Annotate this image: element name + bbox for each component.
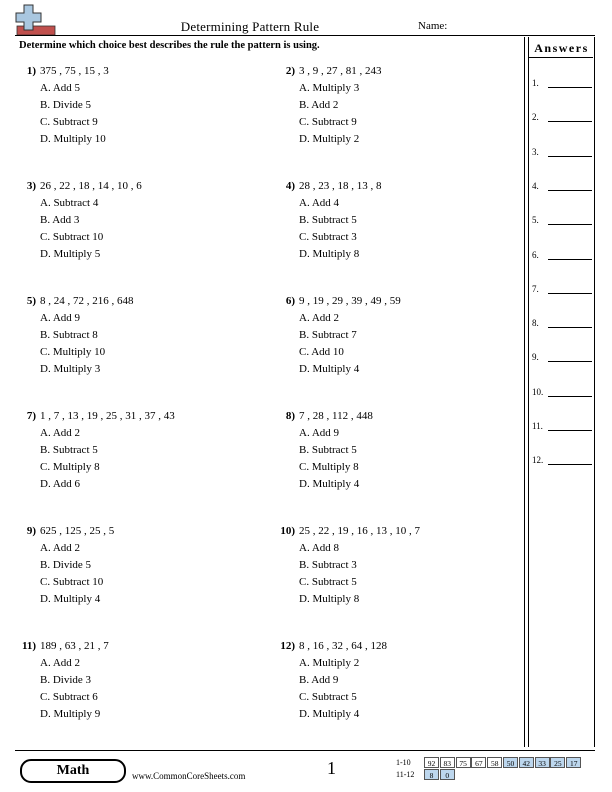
answer-number: 2. [532, 112, 539, 123]
choice-list [299, 655, 359, 723]
score-cell: 17 [566, 757, 581, 768]
problem-number: 3) [26, 180, 36, 192]
pattern-sequence: 7 , 28 , 112 , 448 [299, 410, 373, 422]
answer-blank[interactable] [548, 464, 592, 465]
choice-option[interactable]: B. Subtract 3 [299, 559, 357, 571]
answer-number: 12. [532, 455, 544, 466]
choice-option[interactable]: C. Subtract 10 [40, 576, 104, 588]
answer-number: 6. [532, 249, 539, 260]
choice-option[interactable]: B. Subtract 5 [299, 444, 357, 456]
pattern-sequence: 28 , 23 , 18 , 13 , 8 [299, 180, 382, 192]
subject-badge: Math [20, 759, 126, 783]
choice-option[interactable]: B. Subtract 7 [299, 329, 357, 341]
answer-blank[interactable] [548, 190, 592, 191]
score-cell: 83 [440, 757, 455, 768]
choice-option[interactable]: A. Add 9 [40, 312, 81, 324]
footer-divider [15, 750, 595, 751]
answer-blank[interactable] [548, 430, 592, 431]
pattern-sequence: 26 , 22 , 18 , 14 , 10 , 6 [40, 180, 142, 192]
choice-option[interactable]: A. Add 2 [299, 312, 340, 324]
choice-option[interactable]: D. Multiply 9 [40, 708, 101, 720]
choice-option[interactable]: C. Subtract 9 [299, 116, 357, 128]
site-url: www.CommonCoreSheets.com [132, 771, 246, 781]
choice-option[interactable]: C. Multiply 8 [40, 461, 100, 473]
answer-blank[interactable] [548, 224, 592, 225]
instructions: Determine which choice best describes the rule the pattern is using. [19, 40, 320, 51]
choice-list [299, 310, 359, 378]
problem-number: 12) [280, 640, 295, 652]
pattern-sequence: 375 , 75 , 15 , 3 [40, 65, 109, 77]
choice-option[interactable]: D. Multiply 2 [299, 133, 360, 145]
score-cell: 92 [424, 757, 439, 768]
choice-option[interactable]: D. Multiply 4 [299, 363, 360, 375]
choice-option[interactable]: D. Multiply 4 [40, 593, 101, 605]
choice-option[interactable]: A. Add 9 [299, 427, 340, 439]
score-cell: 25 [550, 757, 565, 768]
score-cell: 75 [456, 757, 471, 768]
problem-number: 5) [26, 295, 36, 307]
answers-title: Answers [534, 41, 589, 55]
problem-number: 11) [21, 640, 36, 652]
choice-option[interactable]: A. Add 4 [299, 197, 340, 209]
choice-list [40, 80, 106, 148]
choice-list [40, 540, 103, 608]
choice-option[interactable]: C. Subtract 6 [40, 691, 98, 703]
choice-option[interactable]: B. Divide 5 [40, 99, 92, 111]
choice-option[interactable]: A. Add 5 [40, 82, 81, 94]
choice-option[interactable]: D. Multiply 10 [40, 133, 106, 145]
name-label: Name: [418, 20, 448, 32]
choice-option[interactable]: B. Subtract 8 [40, 329, 98, 341]
choice-option[interactable]: D. Add 6 [40, 478, 81, 490]
choice-option[interactable]: C. Subtract 5 [299, 576, 357, 588]
choice-option[interactable]: D. Multiply 8 [299, 248, 360, 260]
answer-number: 10. [532, 386, 544, 397]
choice-option[interactable]: C. Subtract 5 [299, 691, 357, 703]
pattern-sequence: 25 , 22 , 19 , 16 , 13 , 10 , 7 [299, 525, 420, 537]
choice-option[interactable]: A. Multiply 3 [299, 82, 360, 94]
score-cell: 50 [503, 757, 518, 768]
choice-list [40, 425, 100, 493]
score-cell: 0 [440, 769, 455, 780]
choice-option[interactable]: B. Divide 3 [40, 674, 92, 686]
answer-blank[interactable] [548, 87, 592, 88]
score-cell: 42 [519, 757, 534, 768]
score-cell: 33 [535, 757, 550, 768]
answer-blank[interactable] [548, 327, 592, 328]
choice-list [40, 310, 105, 378]
choice-option[interactable]: C. Subtract 3 [299, 231, 357, 243]
problem-number: 1) [26, 65, 36, 77]
problem-number: 7) [26, 410, 36, 422]
choice-option[interactable]: A. Add 8 [299, 542, 340, 554]
score-row-label: 11-12 [396, 770, 415, 779]
choice-list [299, 80, 359, 148]
answer-number: 1. [532, 78, 539, 88]
choice-option[interactable]: B. Subtract 5 [40, 444, 98, 456]
choice-option[interactable]: B. Add 9 [299, 674, 339, 686]
answer-blank[interactable] [548, 396, 592, 397]
answer-number: 3. [532, 146, 539, 157]
choice-option[interactable]: C. Subtract 10 [40, 231, 104, 243]
choice-option[interactable]: D. Multiply 5 [40, 248, 101, 260]
choice-option[interactable]: B. Add 3 [40, 214, 80, 226]
page-title: Determining Pattern Rule [180, 19, 320, 34]
answers-column-rule [528, 37, 529, 747]
problem-number: 10) [280, 525, 295, 537]
problem-number: 9) [26, 525, 36, 537]
problem-number: 6) [285, 295, 295, 307]
answer-blank[interactable] [548, 156, 592, 157]
choice-list [299, 195, 359, 263]
choice-option[interactable]: A. Add 2 [40, 657, 81, 669]
problem-number: 8) [285, 410, 295, 422]
choice-list [299, 425, 359, 493]
choice-option[interactable]: D. Multiply 4 [299, 708, 360, 720]
choice-option[interactable]: C. Add 10 [299, 346, 344, 358]
answer-number: 5. [532, 215, 539, 226]
choice-list [40, 195, 103, 263]
choice-option[interactable]: C. Multiply 10 [40, 346, 106, 358]
score-cell: 67 [471, 757, 486, 768]
pattern-sequence: 8 , 24 , 72 , 216 , 648 [40, 295, 134, 307]
choice-option[interactable]: D. Multiply 4 [299, 478, 360, 490]
score-cell: 8 [424, 769, 439, 780]
choice-option[interactable]: C. Subtract 9 [40, 116, 98, 128]
choice-option[interactable]: B. Add 2 [299, 99, 339, 111]
answer-number: 7. [532, 283, 539, 294]
pattern-sequence: 3 , 9 , 27 , 81 , 243 [299, 65, 382, 77]
header-divider [15, 35, 595, 36]
choice-option[interactable]: A. Add 2 [40, 542, 81, 554]
pattern-sequence: 625 , 125 , 25 , 5 [40, 525, 115, 537]
answer-blank[interactable] [548, 293, 592, 294]
pattern-sequence: 8 , 16 , 32 , 64 , 128 [299, 640, 387, 652]
pattern-sequence: 1 , 7 , 13 , 19 , 25 , 31 , 37 , 43 [40, 410, 175, 422]
choice-list [40, 655, 100, 723]
answer-blank[interactable] [548, 259, 592, 260]
choice-option[interactable]: A. Add 2 [40, 427, 81, 439]
pattern-sequence: 9 , 19 , 29 , 39 , 49 , 59 [299, 295, 401, 307]
answer-blank[interactable] [548, 361, 592, 362]
score-cell: 58 [487, 757, 502, 768]
pattern-sequence: 189 , 63 , 21 , 7 [40, 640, 109, 652]
problem-number: 2) [285, 65, 295, 77]
choice-option[interactable]: B. Subtract 5 [299, 214, 357, 226]
choice-option[interactable]: D. Multiply 3 [40, 363, 101, 375]
answer-number: 8. [532, 318, 539, 329]
choice-option[interactable]: B. Divide 5 [40, 559, 92, 571]
answer-number: 11. [532, 421, 543, 431]
choice-option[interactable]: D. Multiply 8 [299, 593, 360, 605]
answer-number: 4. [532, 180, 539, 191]
answer-number: 9. [532, 352, 539, 363]
choice-option[interactable]: C. Multiply 8 [299, 461, 359, 473]
choice-option[interactable]: A. Multiply 2 [299, 657, 360, 669]
score-row-label: 1-10 [396, 758, 411, 767]
page-number: 1 [327, 758, 336, 778]
answer-blank[interactable] [548, 121, 592, 122]
answers-title-underline [529, 57, 593, 58]
choice-option[interactable]: A. Subtract 4 [40, 197, 99, 209]
choice-list [299, 540, 359, 608]
problem-number: 4) [285, 180, 295, 192]
